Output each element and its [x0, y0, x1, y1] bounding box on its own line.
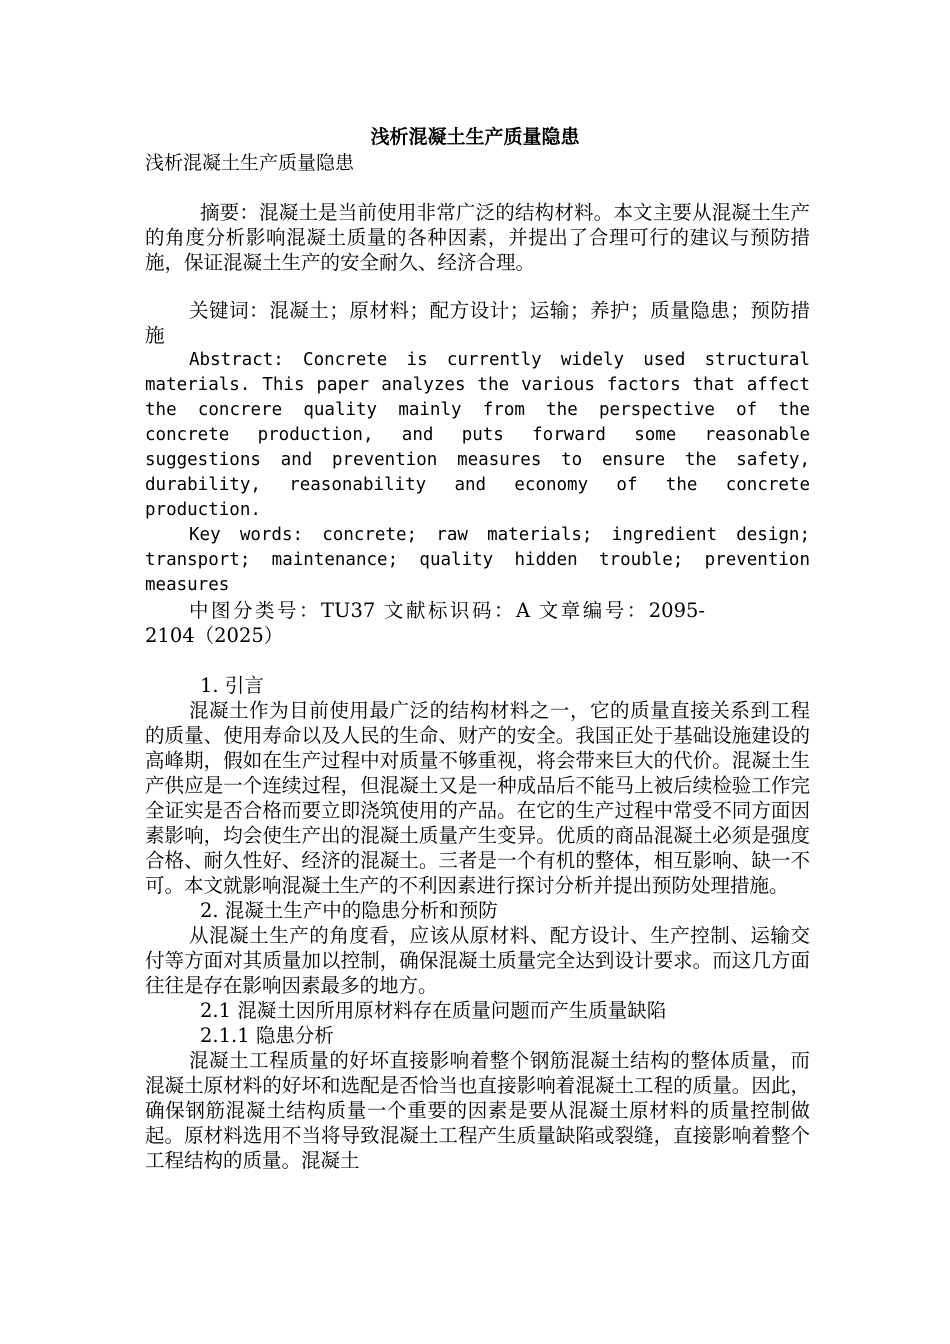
keywords-cn-text: 关键词：混凝土；原材料；配方设计；运输；养护；质量隐患；预防措施 [145, 299, 810, 347]
section-2-1-heading: 2.1 混凝土因所用原材料存在质量问题而产生质量缺陷 [200, 999, 667, 1022]
abstract-cn-text: 摘要：混凝土是当前使用非常广泛的结构材料。本文主要从混凝土生产的角度分析影响混凝土质量的各种因素，并提出了合理可行的建议与预防措施，保证混凝土生产的安全耐久、经济合理。 [145, 201, 810, 274]
classification [145, 598, 705, 648]
abstract-cn [145, 200, 810, 275]
abstract-en-text: Abstract: Concrete is currently widely used structural materials. This paper analyzes the various factors that affect the concrere quality mainly from the perspective of the concrete production, and puts forward some reasonable suggestions and prevention measures to ensure the safety, durability, reasonability and economy of the concrete production. [145, 350, 810, 520]
section-1 [145, 673, 810, 1173]
section-2-1-1-paragraph: 混凝土工程质量的好坏直接影响着整个钢筋混凝土结构的整体质量，而混凝土原材料的好坏和选配是否恰当也直接影响着混凝土工程的质量。因此，确保钢筋混凝土结构质量一个重要的因素是要从混凝土原材料的质量控制做起。原材料选用不当将导致混凝土工程产生质量缺陷或裂缝，直接影响着整个工程结构的质量。混凝土 [145, 1049, 810, 1172]
section-2-heading: 2. 混凝土生产中的隐患分析和预防 [200, 899, 498, 922]
section-1-paragraph: 混凝土作为目前使用最广泛的结构材料之一，它的质量直接关系到工程的质量、使用寿命以及人民的生命、财产的安全。我国正处于基础设施建设的高峰期，假如在生产过程中对质量不够重视，将会带来巨大的代价。混凝土生产供应是一个连续过程，但混凝土又是一种成品后不能马上被后续检验工作完全证实是否合格而要立即浇筑使用的产品。在它的生产过程中常受不同方面因素影响，均会使生产出的混凝土质量产生变异。优质的商品混凝土必须是强度合格、耐久性好、经济的混凝土。三者是一个有机的整体，相互影响、缺一不可。本文就影响混凝土生产的不利因素进行探讨分析并提出预防处理措施。 [145, 699, 810, 897]
keywords-en-text: Key words: concrete; raw materials; ingredient design; transport; maintenance; quality hidden trouble; prevention measures [145, 525, 810, 595]
document-title: 浅析混凝土生产质量隐患 [370, 126, 580, 148]
document-subtitle: 浅析混凝土生产质量隐患 [145, 152, 355, 174]
keywords-en [145, 523, 810, 598]
keywords-cn [145, 298, 810, 348]
classification-text: 中图分类号：TU37 文献标识码：A 文章编号：2095-2104（2025） [145, 599, 705, 647]
section-2-paragraph: 从混凝土生产的角度看，应该从原材料、配方设计、生产控制、运输交付等方面对其质量加以控制，确保混凝土质量完全达到设计要求。而这几方面往往是存在影响因素最多的地方。 [145, 924, 810, 997]
abstract-en [145, 348, 810, 523]
section-1-heading: 1. 引言 [200, 674, 264, 697]
section-2-1-1-heading: 2.1.1 隐患分析 [200, 1024, 334, 1047]
